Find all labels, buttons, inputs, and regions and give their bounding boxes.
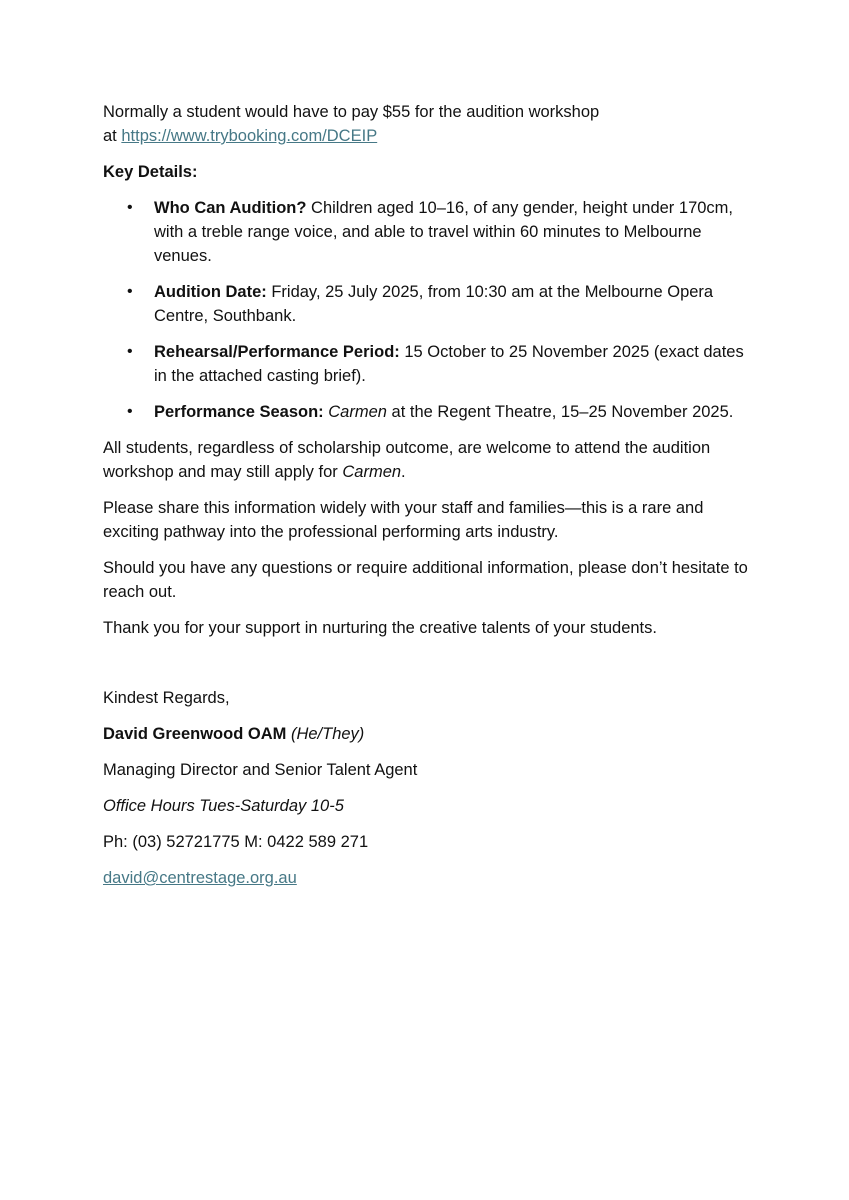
detail-italic-title: Carmen [328,403,387,421]
all-students-text: All students, regardless of scholarship outcome, are welcome to attend the audition workshop and may still apply for [103,439,711,481]
intro-paragraph [103,100,753,148]
signature-name: David Greenwood OAM [103,725,287,743]
all-students-paragraph [103,436,753,484]
spacer [103,652,753,686]
key-details-list [103,196,753,424]
office-hours-text: Office Hours Tues-Saturday 10-5 [103,797,344,815]
email-link[interactable]: david@centrestage.org.au [103,869,297,887]
signature-block [103,686,753,890]
detail-label: Audition Date: [154,283,267,301]
signature-name-line [103,722,753,746]
intro-text-prefix: at [103,127,122,145]
signature-pronouns: (He/They) [286,725,365,743]
list-item-rehearsal-period [103,340,753,388]
letter-body [103,100,753,902]
detail-text: at the Regent Theatre, 15–25 November 2025. [386,403,734,421]
detail-label: Performance Season: [154,403,324,421]
bullet-icon: • [127,199,133,216]
detail-text: Friday, 25 July 2025, from 10:30 am at the Melbourne Opera Centre, Southbank. [154,283,714,325]
trybooking-link[interactable]: https://www.trybooking.com/DCEIP [121,127,378,145]
detail-text: 15 October to 25 November 2025 (exact dates in the attached casting brief). [154,343,744,385]
detail-label: Rehearsal/Performance Period: [154,343,400,361]
questions-paragraph: Should you have any questions or require additional information, please don’t hesitate to reach out. [103,559,748,601]
intro-text-line1: Normally a student would have to pay $55 for the audition workshop [103,103,600,121]
list-item-performance-season [103,400,753,424]
bullet-icon: • [127,343,133,360]
phone-line: Ph: (03) 52721775 M: 0422 589 271 [103,833,369,851]
share-paragraph: Please share this information widely with your staff and families—this is a rare and exciting pathway into the professional performing arts industry. [103,499,704,541]
list-item-audition-date [103,280,753,328]
detail-label: Who Can Audition? [154,199,307,217]
all-students-end: . [401,463,406,481]
office-hours [103,794,753,818]
bullet-icon: • [127,403,133,420]
key-details-heading: Key Details: [103,163,198,181]
all-students-italic: Carmen [342,463,402,481]
thanks-paragraph: Thank you for your support in nurturing the creative talents of your students. [103,619,657,637]
closing: Kindest Regards, [103,689,230,707]
bullet-icon: • [127,283,133,300]
email-line [103,866,753,890]
signature-title: Managing Director and Senior Talent Agent [103,761,418,779]
list-item-who-can-audition [103,196,753,268]
detail-text: Children aged 10–16, of any gender, height under 170cm, with a treble range voice, and able to travel within 60 minutes to Melbourne venues. [154,199,733,265]
